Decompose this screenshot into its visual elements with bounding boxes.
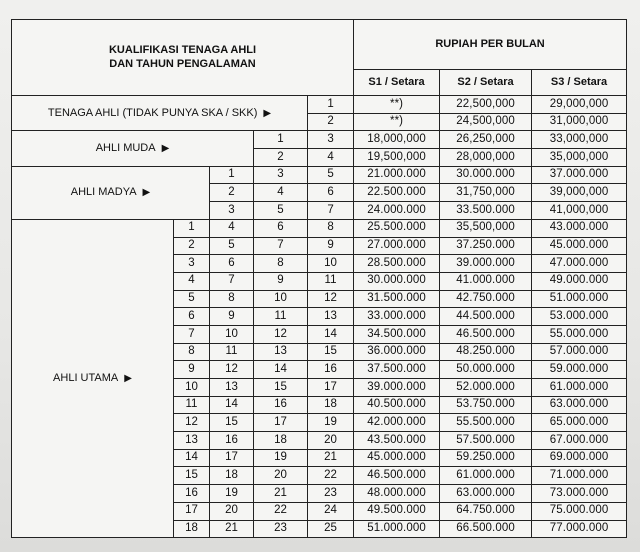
rate-s2-cell: 41.000.000	[440, 272, 532, 290]
rate-s2-cell: 39.000.000	[440, 255, 532, 273]
experience-years-cell: 17	[254, 414, 308, 432]
rate-s1-cell: 45.000.000	[354, 449, 440, 467]
rate-s3-cell: 41,000,000	[532, 202, 627, 220]
rate-s3-cell: 71.000.000	[532, 467, 627, 485]
experience-years-cell: 2	[174, 237, 210, 255]
rate-s1-cell: 31.500.000	[354, 290, 440, 308]
rate-s1-cell: 25.500.000	[354, 219, 440, 237]
experience-years-cell: 16	[210, 432, 254, 450]
experience-years-cell: 19	[254, 449, 308, 467]
rate-s2-cell: 26,250,000	[440, 131, 532, 149]
rate-s2-cell: 50.000.000	[440, 361, 532, 379]
experience-years-cell: 7	[254, 237, 308, 255]
rate-s3-cell: 33,000,000	[532, 131, 627, 149]
rate-s2-cell: 24,500,000	[440, 113, 532, 131]
experience-years-cell: 21	[210, 520, 254, 538]
experience-years-cell: 17	[174, 502, 210, 520]
rate-s3-cell: 53.000.000	[532, 308, 627, 326]
experience-years-cell: 7	[174, 325, 210, 343]
rate-s1-cell: 48.000.000	[354, 485, 440, 503]
experience-years-cell: 12	[308, 290, 354, 308]
rate-s3-cell: 51.000.000	[532, 290, 627, 308]
qualification-header-line1: KUALIFIKASI TENAGA AHLI	[108, 43, 257, 56]
experience-years-cell: 8	[254, 255, 308, 273]
rate-s2-cell: 64.750.000	[440, 502, 532, 520]
experience-years-cell: 21	[254, 485, 308, 503]
table-row	[12, 219, 627, 237]
experience-years-cell: 10	[210, 325, 254, 343]
rate-s2-cell: 66.500.000	[440, 520, 532, 538]
experience-years-cell: 13	[308, 308, 354, 326]
rate-s2-cell: 61.000.000	[440, 467, 532, 485]
rate-s1-cell: 39.000.000	[354, 379, 440, 397]
experience-years-cell: 7	[210, 272, 254, 290]
rate-s3-cell: 59.000.000	[532, 361, 627, 379]
col-header-s2: S2 / Setara	[440, 70, 532, 96]
rate-s3-cell: 61.000.000	[532, 379, 627, 397]
experience-years-cell: 15	[254, 379, 308, 397]
rate-s2-cell: 31,750,000	[440, 184, 532, 202]
experience-years-cell: 18	[308, 396, 354, 414]
group-ahli-madya	[12, 166, 210, 219]
rate-s1-cell: 22.500.000	[354, 184, 440, 202]
rate-s3-cell: 43.000.000	[532, 219, 627, 237]
experience-years-cell: 9	[174, 361, 210, 379]
rate-s2-cell: 46.500.000	[440, 325, 532, 343]
col-header-s3: S3 / Setara	[532, 70, 627, 96]
experience-years-cell: 1	[174, 219, 210, 237]
rate-s2-cell: 52.000.000	[440, 379, 532, 397]
experience-years-cell: 12	[174, 414, 210, 432]
rate-s2-cell: 22,500,000	[440, 96, 532, 114]
rate-s3-cell: 49.000.000	[532, 272, 627, 290]
arrow-right-icon: ▶	[142, 187, 151, 199]
experience-years-cell: 14	[308, 325, 354, 343]
experience-years-cell: 1	[210, 166, 254, 184]
experience-years-cell: 22	[308, 467, 354, 485]
experience-years-cell: 15	[308, 343, 354, 361]
experience-years-cell: 12	[254, 325, 308, 343]
rate-s2-cell: 42.750.000	[440, 290, 532, 308]
rate-s3-cell: 45.000.000	[532, 237, 627, 255]
rate-header: RUPIAH PER BULAN	[354, 20, 627, 70]
salary-rate-table	[11, 19, 627, 538]
rate-s3-cell: 37.000.000	[532, 166, 627, 184]
rate-s1-cell: 30.000.000	[354, 272, 440, 290]
experience-years-cell: 20	[254, 467, 308, 485]
rate-s1-cell: 37.500.000	[354, 361, 440, 379]
rate-s3-cell: 47.000.000	[532, 255, 627, 273]
experience-years-cell: 14	[174, 449, 210, 467]
arrow-right-icon: ▶	[124, 373, 132, 384]
experience-years-cell: 6	[308, 184, 354, 202]
rate-s1-cell: 51.000.000	[354, 520, 440, 538]
experience-years-cell: 11	[254, 308, 308, 326]
group-label-ahli-madya: AHLI MADYA	[70, 186, 137, 199]
experience-years-cell: 6	[210, 255, 254, 273]
experience-years-cell: 7	[308, 202, 354, 220]
rate-s2-cell: 37.250.000	[440, 237, 532, 255]
experience-years-cell: 14	[210, 396, 254, 414]
experience-years-cell: 4	[254, 184, 308, 202]
rate-s1-cell: 49.500.000	[354, 502, 440, 520]
rate-s3-cell: 35,000,000	[532, 149, 627, 167]
experience-years-cell: 11	[210, 343, 254, 361]
rate-s2-cell: 55.500.000	[440, 414, 532, 432]
experience-years-cell: 6	[254, 219, 308, 237]
experience-years-cell: 1	[254, 131, 308, 149]
rate-s2-cell: 33.500.000	[440, 202, 532, 220]
experience-years-cell: 2	[210, 184, 254, 202]
experience-years-cell: 2	[308, 113, 354, 131]
rate-s1-cell: 43.500.000	[354, 432, 440, 450]
experience-years-cell: 20	[308, 432, 354, 450]
experience-years-cell: 15	[174, 467, 210, 485]
col-header-s1: S1 / Setara	[354, 70, 440, 96]
rate-s2-cell: 35,500,000	[440, 219, 532, 237]
experience-years-cell: 5	[174, 290, 210, 308]
rate-s1-cell: 34.500.000	[354, 325, 440, 343]
experience-years-cell: 3	[210, 202, 254, 220]
experience-years-cell: 18	[254, 432, 308, 450]
experience-years-cell: 22	[254, 502, 308, 520]
experience-years-cell: 4	[308, 149, 354, 167]
experience-years-cell: 3	[174, 255, 210, 273]
rate-s1-cell: **)	[354, 96, 440, 114]
experience-years-cell: 8	[174, 343, 210, 361]
table-row	[12, 131, 627, 149]
header-row-1	[12, 20, 627, 70]
experience-years-cell: 14	[254, 361, 308, 379]
experience-years-cell: 16	[254, 396, 308, 414]
rate-s1-cell: **)	[354, 113, 440, 131]
rate-s1-cell: 36.000.000	[354, 343, 440, 361]
rate-s2-cell: 57.500.000	[440, 432, 532, 450]
experience-years-cell: 8	[308, 219, 354, 237]
experience-years-cell: 3	[308, 131, 354, 149]
experience-years-cell: 10	[254, 290, 308, 308]
experience-years-cell: 17	[308, 379, 354, 397]
experience-years-cell: 24	[308, 502, 354, 520]
experience-years-cell: 15	[210, 414, 254, 432]
rate-s1-cell: 46.500.000	[354, 467, 440, 485]
rate-s2-cell: 44.500.000	[440, 308, 532, 326]
rate-s3-cell: 77.000.000	[532, 520, 627, 538]
group-label-ahli-utama: AHLI UTAMA	[53, 372, 119, 384]
rate-s2-cell: 48.250.000	[440, 343, 532, 361]
experience-years-cell: 19	[210, 485, 254, 503]
experience-years-cell: 1	[308, 96, 354, 114]
qualification-header	[12, 20, 354, 96]
rate-s1-cell: 28.500.000	[354, 255, 440, 273]
experience-years-cell: 16	[308, 361, 354, 379]
rate-s2-cell: 30.000.000	[440, 166, 532, 184]
experience-years-cell: 21	[308, 449, 354, 467]
rate-s1-cell: 24.000.000	[354, 202, 440, 220]
rate-s1-cell: 40.500.000	[354, 396, 440, 414]
rate-s3-cell: 29,000,000	[532, 96, 627, 114]
experience-years-cell: 11	[308, 272, 354, 290]
experience-years-cell: 18	[210, 467, 254, 485]
rate-s2-cell: 28,000,000	[440, 149, 532, 167]
rate-s1-cell: 42.000.000	[354, 414, 440, 432]
experience-years-cell: 10	[308, 255, 354, 273]
rate-s3-cell: 73.000.000	[532, 485, 627, 503]
rate-s3-cell: 39,000,000	[532, 184, 627, 202]
rate-s3-cell: 55.000.000	[532, 325, 627, 343]
experience-years-cell: 13	[210, 379, 254, 397]
experience-years-cell: 6	[174, 308, 210, 326]
rate-s1-cell: 19,500,000	[354, 149, 440, 167]
rate-s1-cell: 33.000.000	[354, 308, 440, 326]
experience-years-cell: 23	[254, 520, 308, 538]
rate-s2-cell: 59.250.000	[440, 449, 532, 467]
experience-years-cell: 17	[210, 449, 254, 467]
rate-s3-cell: 31,000,000	[532, 113, 627, 131]
rate-s3-cell: 69.000.000	[532, 449, 627, 467]
rate-s3-cell: 67.000.000	[532, 432, 627, 450]
rate-s1-cell: 21.000.000	[354, 166, 440, 184]
experience-years-cell: 3	[254, 166, 308, 184]
rate-s1-cell: 27.000.000	[354, 237, 440, 255]
experience-years-cell: 16	[174, 485, 210, 503]
experience-years-cell: 12	[210, 361, 254, 379]
rate-s3-cell: 63.000.000	[532, 396, 627, 414]
table-row	[12, 166, 627, 184]
experience-years-cell: 2	[254, 149, 308, 167]
experience-years-cell: 11	[174, 396, 210, 414]
experience-years-cell: 10	[174, 379, 210, 397]
experience-years-cell: 5	[254, 202, 308, 220]
group-tenaga-ahli	[12, 96, 308, 131]
rate-s1-cell: 18,000,000	[354, 131, 440, 149]
experience-years-cell: 4	[174, 272, 210, 290]
group-ahli-muda	[12, 131, 254, 166]
experience-years-cell: 13	[254, 343, 308, 361]
rate-s3-cell: 65.000.000	[532, 414, 627, 432]
experience-years-cell: 20	[210, 502, 254, 520]
rate-s2-cell: 53.750.000	[440, 396, 532, 414]
experience-years-cell: 9	[308, 237, 354, 255]
group-label-tenaga-ahli: TENAGA AHLI (TIDAK PUNYA SKA / SKK)	[47, 106, 258, 119]
rate-s3-cell: 57.000.000	[532, 343, 627, 361]
experience-years-cell: 4	[210, 219, 254, 237]
experience-years-cell: 23	[308, 485, 354, 503]
experience-years-cell: 8	[210, 290, 254, 308]
group-ahli-utama	[12, 219, 174, 537]
arrow-right-icon: ▶	[263, 107, 272, 119]
qualification-header-line2: DAN TAHUN PENGALAMAN	[109, 57, 256, 70]
arrow-right-icon: ▶	[161, 143, 170, 155]
experience-years-cell: 5	[210, 237, 254, 255]
experience-years-cell: 9	[210, 308, 254, 326]
rate-s2-cell: 63.000.000	[440, 485, 532, 503]
experience-years-cell: 5	[308, 166, 354, 184]
rate-s3-cell: 75.000.000	[532, 502, 627, 520]
group-label-ahli-muda: AHLI MUDA	[95, 142, 156, 155]
experience-years-cell: 25	[308, 520, 354, 538]
experience-years-cell: 18	[174, 520, 210, 538]
experience-years-cell: 9	[254, 272, 308, 290]
table-row	[12, 96, 627, 114]
experience-years-cell: 19	[308, 414, 354, 432]
experience-years-cell: 13	[174, 432, 210, 450]
